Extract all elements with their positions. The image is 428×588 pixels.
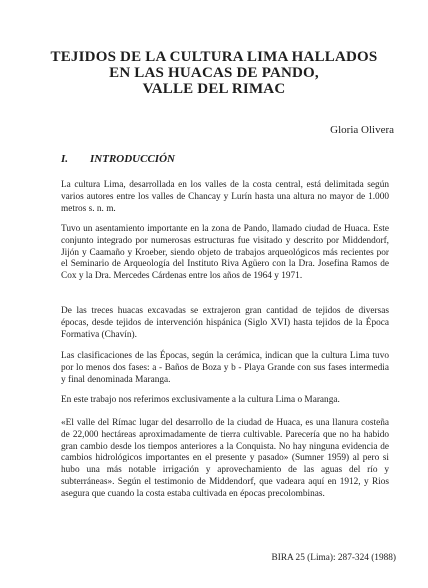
section-number: I. (61, 153, 69, 165)
paragraph: «El valle del Rímac lugar del desarrollo de la ciudad de Huaca, es una llanura costeña de 22,000 hectáreas aproximadamente de tierra cultivable. Parecería que no ha habido gran cambio desde los tiempos anteriores a la Conquista. No hay ninguna evidencia de cambios hidrológicos importantes en el presente y pasado» (Sumner 1959) al pero si hubo una más notable irrigación y aprovechamiento de las aguas del río y subterráneas». Según el testimonio de Middendorf, que vadeara aquí en 1912, y Rios asegura que cuando la costa estaba cultivada en épocas precolombinas. (61, 418, 389, 499)
paragraph: De las treces huacas excavadas se extrajeron gran cantidad de tejidos de diversas épocas, desde tejidos de intervención hispánica (Siglo XVI) hasta tejidos de la Época Formativa (Chavín). (61, 306, 389, 340)
author-name: Gloria Olivera (330, 124, 394, 136)
paragraph: La cultura Lima, desarrollada en los valles de la costa central, está delimitada según varios autores entre los valles de Chancay y Lurín hasta una altura no mayor de 1.000 metros s. n. m. (61, 180, 389, 214)
section-title: INTRODUCCIÓN (90, 153, 175, 165)
title-line: EN LAS HUACAS DE PANDO, (109, 65, 319, 81)
section-heading (61, 153, 175, 165)
paragraph: Tuvo un asentamiento importante en la zona de Pando, llamado ciudad de Huaca. Este conjunto integrado por numerosas estructuras fue visitado y descrito por Middendorf, Jijón y Caamaño y Kroeber, siendo objeto de trabajos arqueológicos más recientes por el Seminario de Arqueología del Instituto Riva Agüero con la Dra. Josefina Ramos de Cox y la Dra. Mercedes Cárdenas entre los años de 1964 y 1971. (61, 224, 389, 282)
article-title (0, 49, 428, 97)
title-line: VALLE DEL RIMAC (142, 81, 286, 97)
title-line: TEJIDOS DE LA CULTURA LIMA HALLADOS (50, 49, 378, 65)
paragraph: En este trabajo nos referimos exclusivamente a la cultura Lima o Maranga. (61, 395, 340, 405)
paragraph: Las clasificaciones de las Épocas, según la cerámica, indican que la cultura Lima tuvo por lo menos dos fases: a - Baños de Boza y b - Playa Grande con sus fases intermedia y final denominada Maranga. (61, 351, 389, 385)
citation-footer: BIRA 25 (Lima): 287-324 (1988) (271, 553, 396, 563)
